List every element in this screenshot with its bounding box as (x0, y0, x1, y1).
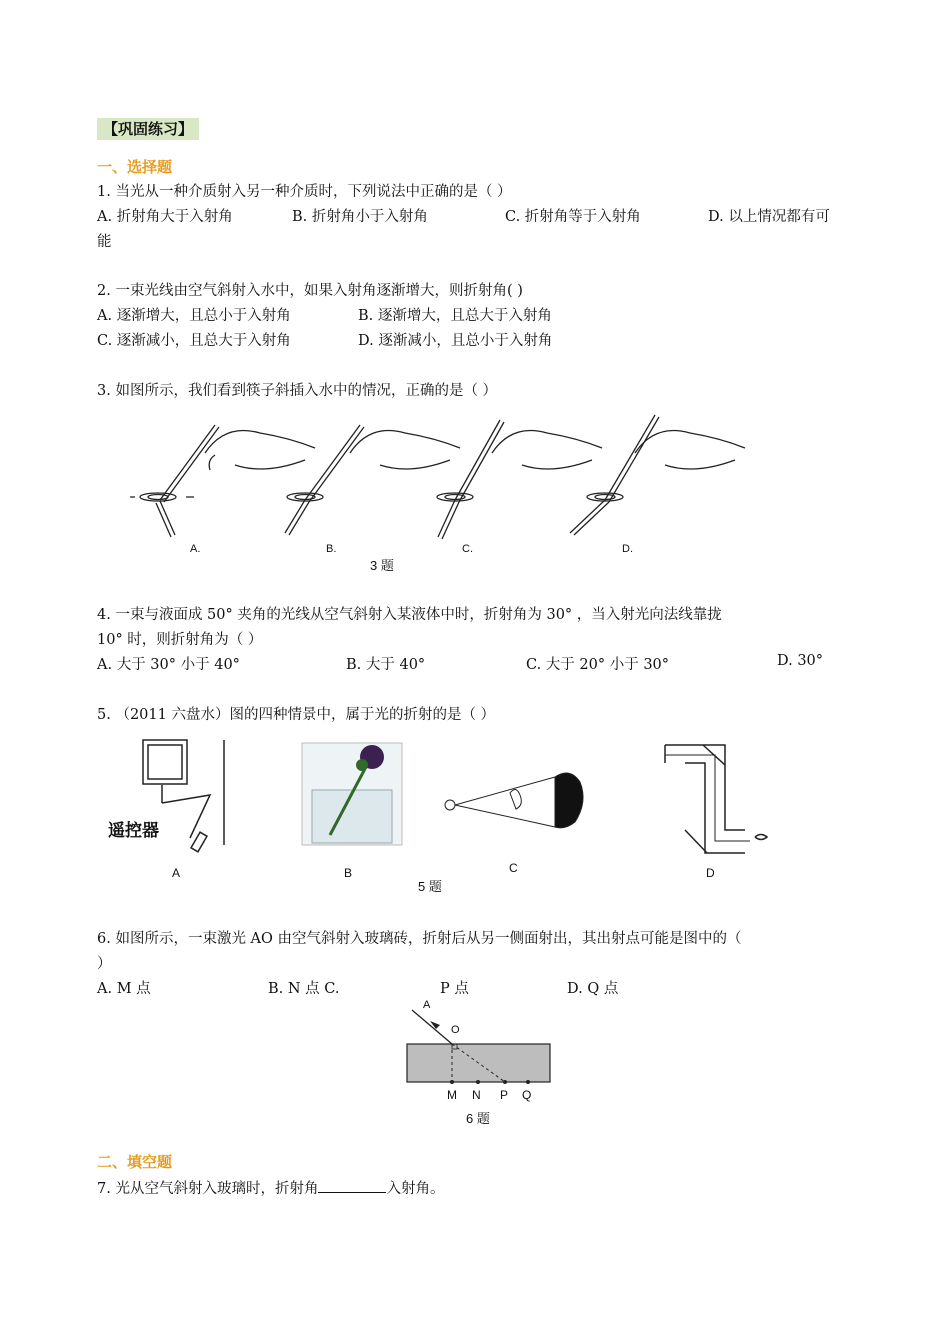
q6-caption: 6 题 (466, 1111, 490, 1126)
q4-option-b: B. 大于 40° (346, 657, 426, 673)
q5-label-b: B (344, 866, 353, 880)
q1-option-d-cont: 能 (97, 234, 112, 250)
chopstick-illustration-c (437, 420, 602, 539)
q3-caption: 3 题 (370, 558, 394, 573)
q1-option-b: B. 折射角小于入射角 (292, 209, 428, 225)
q2-option-c: C. 逐渐减小，且总大于入射角 (97, 333, 291, 349)
q3-stem: 3. 如图所示，我们看到筷子斜插入水中的情况，正确的是（ ） (97, 383, 498, 399)
q1-stem: 1. 当光从一种介质射入另一种介质时，下列说法中正确的是（ ） (97, 184, 512, 200)
chopstick-illustration-d (570, 415, 745, 535)
q3-label-c: C. (462, 543, 473, 555)
q6-point-n: N (472, 1088, 481, 1102)
q3-label-a: A. (190, 543, 201, 555)
q5-label-d: D (706, 866, 715, 880)
practice-header: 【巩固练习】 (97, 118, 199, 140)
q4-option-a: A. 大于 30° 小于 40° (97, 657, 240, 673)
scenes-figure (100, 735, 780, 865)
q6-point-m: M (447, 1088, 457, 1102)
section-fill-title: 二、填空题 (97, 1153, 173, 1171)
q2-option-a: A. 逐渐增大，且总小于入射角 (97, 308, 291, 324)
q3-label-d: D. (622, 543, 633, 555)
q6-option-d: D. Q 点 (567, 981, 619, 997)
q6-stem-cont: ） (97, 956, 112, 972)
q7-stem-post: 入射角。 (386, 1181, 445, 1197)
q6-option-a: A. M 点 (97, 981, 151, 997)
q5-label-a: A (172, 866, 181, 880)
q7-stem (97, 1177, 444, 1198)
q1-option-a: A. 折射角大于入射角 (97, 209, 233, 225)
q4-stem-cont: 10° 时，则折射角为（ ） (97, 632, 263, 648)
scene-c-shadow (445, 773, 583, 828)
q6-point-a: A (423, 999, 431, 1011)
q5-remote-label: 遥控器 (108, 821, 159, 841)
chopstick-illustration-a (130, 425, 315, 537)
q7-stem-pre: 7. 光从空气斜射入玻璃时，折射角 (97, 1181, 319, 1197)
q4-option-c: C. 大于 20° 小于 30° (526, 657, 670, 673)
q2-stem: 2. 一束光线由空气斜射入水中，如果入射角逐渐增大，则折射角( ) (97, 283, 523, 299)
q1-option-c: C. 折射角等于入射角 (505, 209, 641, 225)
q4-stem: 4. 一束与液面成 50° 夹角的光线从空气斜射入某液体中时，折射角为 30° ，当入射光向法线靠拢 (97, 607, 722, 623)
q6-stem: 6. 如图所示，一束激光 AO 由空气斜射入玻璃砖，折射后从另一侧面射出，其出射点可能是图中的（ (97, 931, 742, 947)
q5-stem: 5. （2011 六盘水）图的四种情景中，属于光的折射的是（ ） (97, 707, 496, 723)
q2-option-d: D. 逐渐减小，且总小于入射角 (358, 333, 553, 349)
q5-label-c: C (509, 861, 518, 875)
section-choice-title: 一、选择题 (97, 158, 173, 176)
q6-point-p: P (500, 1088, 509, 1102)
q6-point-q: Q (522, 1088, 532, 1102)
q6-option-b: B. N 点 C. (268, 981, 340, 997)
scene-d-periscope (665, 745, 767, 853)
q4-option-d: D. 30° (777, 653, 824, 669)
scene-b-flower-glass (302, 743, 402, 845)
q2-option-b: B. 逐渐增大，且总大于入射角 (358, 308, 552, 324)
q6-point-o: O (451, 1024, 460, 1036)
q6-option-c: P 点 (440, 981, 469, 997)
q5-caption: 5 题 (418, 879, 442, 894)
q3-label-b: B. (326, 543, 337, 555)
q1-option-d: D. 以上情况都有可 (708, 209, 830, 225)
q7-answer-blank[interactable] (318, 1178, 386, 1193)
chopstick-illustration-b (285, 425, 460, 535)
